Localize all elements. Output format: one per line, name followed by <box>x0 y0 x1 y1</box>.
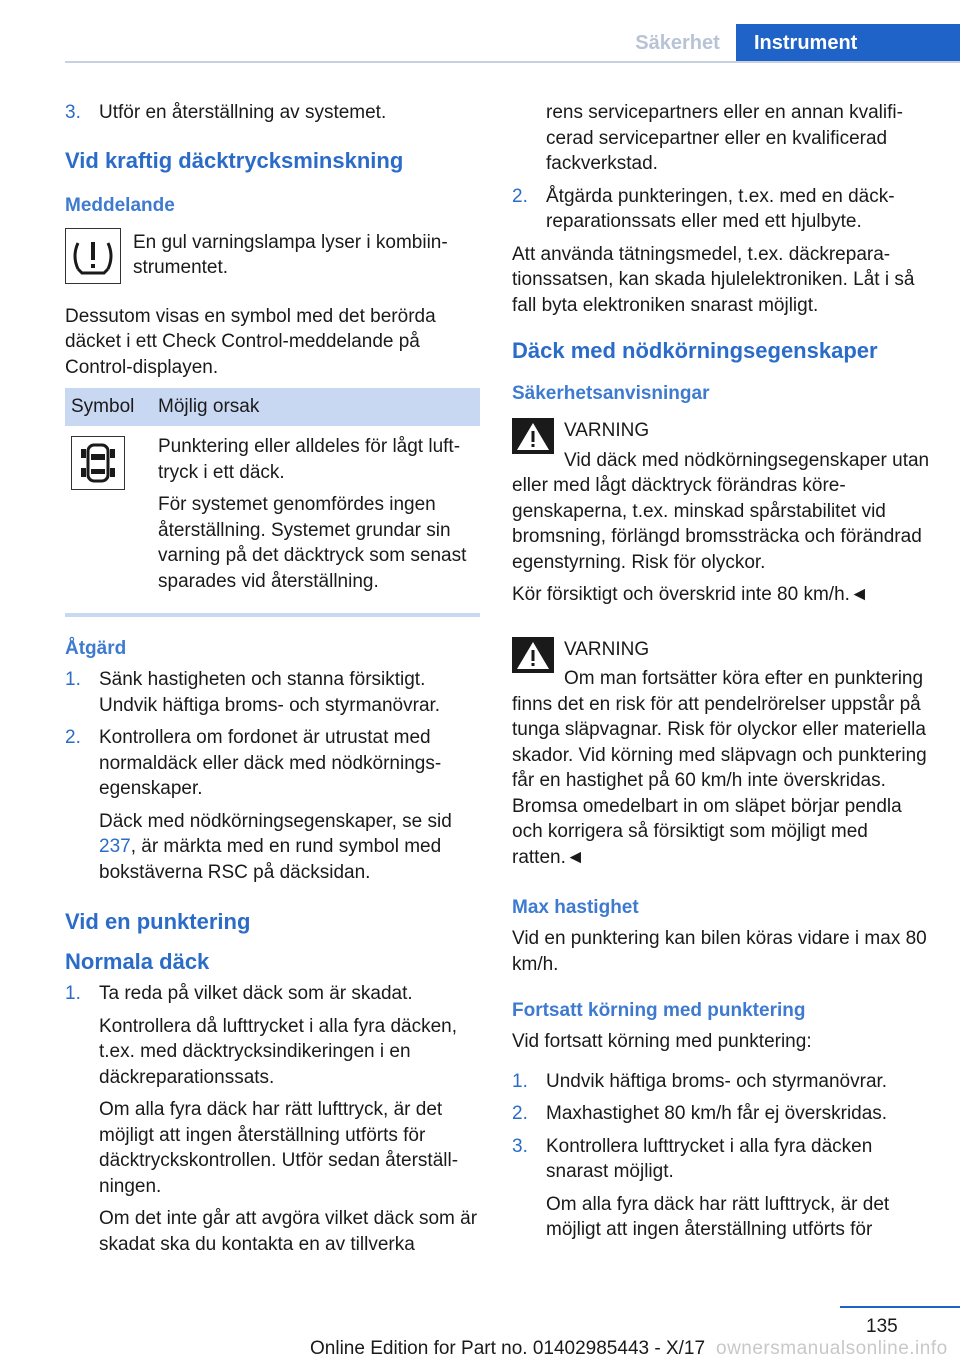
heading-sakerhetsanvisningar: Säkerhetsanvisningar <box>512 383 710 404</box>
continued-text: rens servicepartners eller en annan kvalificerad servicepartner eller en kvalificerad fackverkstad. <box>546 102 903 174</box>
table-cell-text: För systemet genomfördes ingen återställning. Systemet grundar sin varning på det däcktryck som senast sparades vid återställning. <box>158 494 467 592</box>
list-item <box>65 667 480 718</box>
list-number: 2. <box>65 727 81 748</box>
page-link[interactable]: 237 <box>99 836 131 857</box>
warning-text: Om man fortsätter köra efter en punktering finns det en risk för att pendelrörelser uppstår på tunga släpvagnar. Risk för olyckor eller materiella skador. Vid körning med släpvagn och punktering får en hastighet på 60 km/h inte överskridas. Bromsa omedelbart in om släpet börjar pendla och korrigera så försiktigt som möjligt med ratten.◄ <box>512 668 927 868</box>
list-subtext: Kontrollera då lufttrycket i alla fyra däcken, t.ex. med däcktrycksindikeringen i en däckreparationssats. <box>99 1015 458 1088</box>
subtext-pre: Däck med nödkörningsegenskaper, se sid <box>99 810 452 832</box>
fortsatt-intro: Vid fortsatt körning med punktering: <box>512 1031 812 1052</box>
right-column <box>512 100 930 1250</box>
warning-title: VARNING <box>564 420 650 441</box>
list-subtext <box>99 809 480 886</box>
list-number: 2. <box>512 185 528 207</box>
warning-text: Vid däck med nödkörningsegenskaper utan eller med lågt däcktryck förändras köregenskaperna, t.ex. minskad spårstabilitet vid bromsning, förlängd bromssträcka och förändrad egenstyrning. Risk för olyckor. <box>512 449 930 573</box>
heading-kraftig: Vid kraftig däcktrycksminskning <box>65 147 404 173</box>
list-number: 3. <box>512 1135 528 1157</box>
list-item <box>512 1101 930 1127</box>
list-item <box>512 184 930 235</box>
list-subtext: Om alla fyra däck har rätt lufttryck, är det möjligt att ingen återställning utförts för däcktryckskontrollen. Utför sedan återställningen. <box>99 1099 459 1197</box>
symbol-table <box>65 388 480 607</box>
table-cell-text: Punktering eller alldeles för lågt lufttryck i ett däck. <box>158 436 461 483</box>
warning-triangle-icon <box>512 637 554 673</box>
edition-text: Online Edition for Part no. 01402985443 - X/17 <box>310 1338 706 1359</box>
tire-pressure-warning-icon <box>65 228 121 284</box>
max-text: Vid en punktering kan bilen köras vidare i max 80 km/h. <box>512 928 927 975</box>
list-item <box>512 1134 930 1243</box>
list-text: Utför en återställning av systemet. <box>99 102 387 123</box>
warning-title: VARNING <box>564 638 650 660</box>
tab-instrument[interactable]: Instrument <box>736 24 960 62</box>
dessutom-text: Dessutom visas en symbol med det berörda däcket i ett Check Control-meddelande på Control-displayen. <box>65 305 436 378</box>
list-text: Ta reda på vilket däck som är skadat. <box>99 983 413 1004</box>
heading-punktering: Vid en punktering <box>65 909 251 934</box>
list-subtext: Om alla fyra däck har rätt lufttryck, är det möjligt att ingen återställning utförts för <box>546 1193 890 1240</box>
list-item <box>65 981 480 1257</box>
list-item <box>512 1069 930 1095</box>
heading-normala: Normala däck <box>65 949 210 974</box>
tab-sakerhet[interactable]: Säkerhet <box>635 32 720 54</box>
car-tire-defect-icon <box>71 436 125 490</box>
header-divider <box>65 61 960 63</box>
list-number: 2. <box>512 1103 528 1124</box>
warning-end: Kör försiktigt och överskrid inte 80 km/h.◄ <box>512 584 869 605</box>
list-subtext: Om det inte går att avgöra vilket däck som är skadat ska du kontakta en av tillverka <box>99 1208 478 1255</box>
list-item <box>65 100 480 126</box>
page-number: 135 <box>866 1316 898 1337</box>
table-header-symbol: Symbol <box>65 388 152 426</box>
subtext-post: , är märkta med en rund symbol med bokstäverna RSC på däcksidan. <box>99 836 442 883</box>
heading-nodkorning: Däck med nödkörningsegenskaper <box>512 338 878 363</box>
tatning-text: Att använda tätningsmedel, t.ex. däckreparationssatsen, kan skada hjulelektroniken. Låt i så fall byta elektroniken snarast möjligt. <box>512 243 915 316</box>
list-text: Sänk hastigheten och stanna försiktigt. Undvik häftiga broms- och styrmanövrar. <box>99 669 441 716</box>
heading-meddelande: Meddelande <box>65 194 175 216</box>
list-number: 3. <box>65 102 81 123</box>
heading-max-hastighet: Max hastighet <box>512 897 639 918</box>
list-number: 1. <box>512 1070 528 1092</box>
heading-fortsatt: Fortsatt körning med punktering <box>512 1000 806 1021</box>
list-number: 1. <box>65 983 81 1004</box>
table-header-orsak: Möjlig orsak <box>152 388 480 426</box>
warning-triangle-icon <box>512 418 554 454</box>
list-text: Undvik häftiga broms- och styrmanövrar. <box>546 1070 888 1092</box>
footer-rule <box>840 1306 960 1308</box>
meddelande-text: En gul varningslampa lyser i kombiinstrumentet. <box>133 231 448 278</box>
list-text: Maxhastighet 80 km/h får ej överskridas. <box>546 1103 888 1124</box>
watermark: ownersmanualsonline.info <box>716 1338 948 1359</box>
list-item <box>65 725 480 885</box>
list-text: Kontrollera om fordonet är utrustat med normaldäck eller däck med nödkörningsegenskaper. <box>99 727 442 799</box>
table-bottom-rule <box>65 613 480 617</box>
list-number: 1. <box>65 669 81 690</box>
list-text: Kontrollera lufttrycket i alla fyra däcken snarast möjligt. <box>546 1135 873 1182</box>
list-text: Åtgärda punkteringen, t.ex. med en däckreparationssats eller med ett hjulbyte. <box>546 185 895 232</box>
left-column <box>65 100 480 1264</box>
heading-atgard: Åtgärd <box>65 638 127 659</box>
